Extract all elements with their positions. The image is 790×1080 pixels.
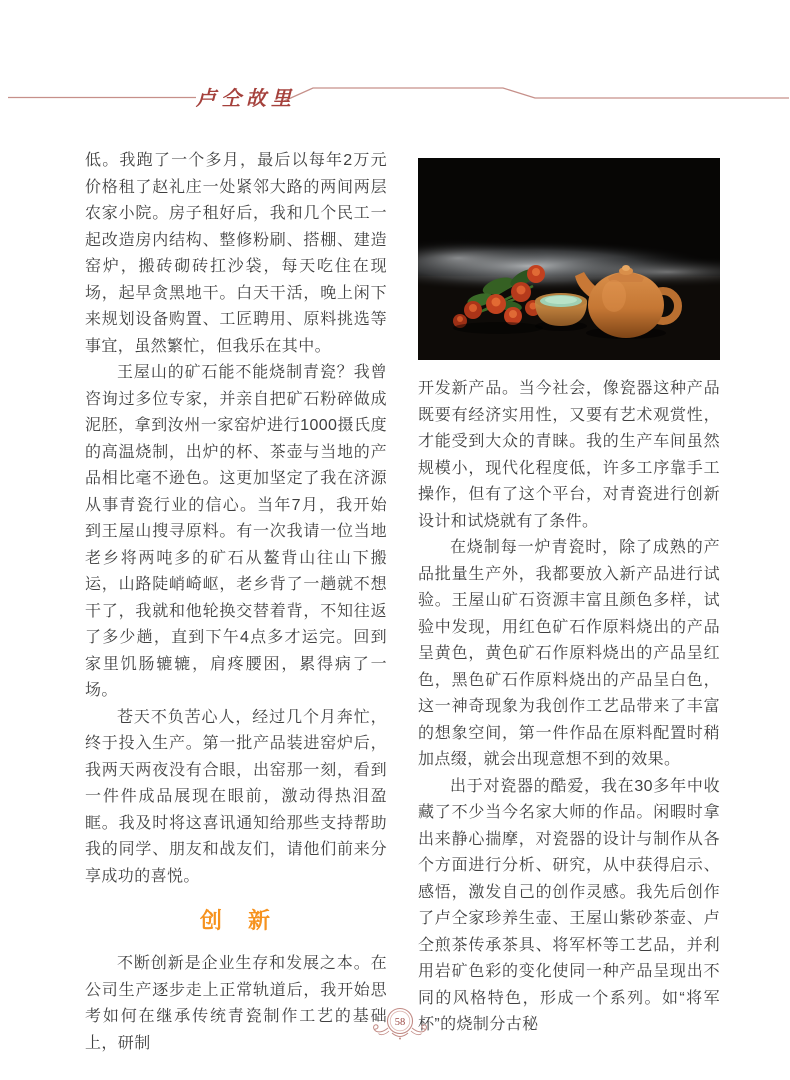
header-divider-lines	[0, 0, 790, 130]
section-heading-innovation: 创 新	[199, 908, 272, 933]
tea-bowl	[535, 293, 587, 331]
body-paragraph: 不断创新是企业生存和发展之本。在公司生产逐步走上正常轨道后，我开始思考如何在继承传统青瓷制作工艺的基础上，研制	[85, 955, 387, 1052]
body-paragraph: 苍天不负苦心人，经过几个月奔忙，终于投入生产。第一批产品装进窑炉后，我两天两夜没有合眼，出窑那一刻，看到一件件成品展现在眼前，激动得热泪盈眶。我及时将这喜讯通知给那些支持帮助我的同学、朋友和战友们，请他们前来分享成功的喜悦。	[85, 708, 387, 885]
page-number: 58	[394, 1017, 406, 1028]
body-paragraph: 开发新产品。当今社会，像瓷器这种产品既要有经济实用性，又要有艺术观赏性，才能受到大众的青睐。我的生产车间虽然规模小，现代化程度低，许多工序靠手工操作，但有了这个平台，对青瓷进行创新设计和试烧就有了条件。	[418, 380, 720, 530]
left-text-column	[85, 148, 387, 1057]
teapot-photo-graphic	[418, 158, 720, 360]
page-number-ornament	[368, 1004, 432, 1050]
page-header-title: 卢仝故里	[196, 86, 296, 110]
body-paragraph: 出于对瓷器的酷爱，我在30多年中收藏了不少当今名家大师的作品。闲暇时拿出来静心揣摩，对瓷器的设计与制作从各个方面进行分析、研究，从中获得启示、感悟，激发自己的创作灵感。我先后创作了卢仝家珍养生壶、王屋山紫砂茶壶、卢仝煎茶传承茶具、将军杯等工艺品，并利用岩矿色彩的变化使同一种产品呈现出不同的风格特色，形成一个系列。如“将军杯”的烧制分古秘	[418, 777, 720, 1033]
body-paragraph: 王屋山的矿石能不能烧制青瓷？我曾咨询过多位专家，并亲自把矿石粉碎做成泥胚，拿到汝州一家窑炉进行1000摄氏度的高温烧制，出炉的杯、茶壶与当地的产品相比毫不逊色。这更加坚定了我在济源从事青瓷行业的信心。当年7月，我开始到王屋山搜寻原料。有一次我请一位当地老乡将两吨多的矿石从鳌背山往山下搬运，山路陡峭崎岖，老乡背了一趟就不想干了，我就和他轮换交替着背，不知往返了多少趟，直到下午4点多才运完。回到家里饥肠辘辘，肩疼腰困，累得病了一场。	[85, 364, 387, 699]
right-text-column	[418, 376, 720, 1039]
body-paragraph: 低。我跑了一个多月，最后以每年2万元价格租了赵礼庄一处紧邻大路的两间两层农家小院。房子租好后，我和几个民工一起改造房内结构、整修粉刷、搭棚、建造窑炉，搬砖砌砖扛沙袋，每天吃住在现场，起早贪黑地干。白天干活，晚上闲下来规划设备购置、工匠聘用、原料挑选等事宜，虽然繁忙，但我乐在其中。	[85, 152, 387, 355]
body-paragraph: 在烧制每一炉青瓷时，除了成熟的产品批量生产外，我都要放入新产品进行试验。王屋山矿石资源丰富且颜色多样，试验中发现，用红色矿石作原料烧出的产品呈黄色，黄色矿石作原料烧出的产品呈红色，黑色矿石作原料烧出的产品呈白色，这一神奇现象为我创作工艺品带来了丰富的想象空间，第一件作品在原料配置时稍加点缀，就会出现意想不到的效果。	[418, 539, 720, 768]
teapot-photo	[418, 158, 720, 360]
